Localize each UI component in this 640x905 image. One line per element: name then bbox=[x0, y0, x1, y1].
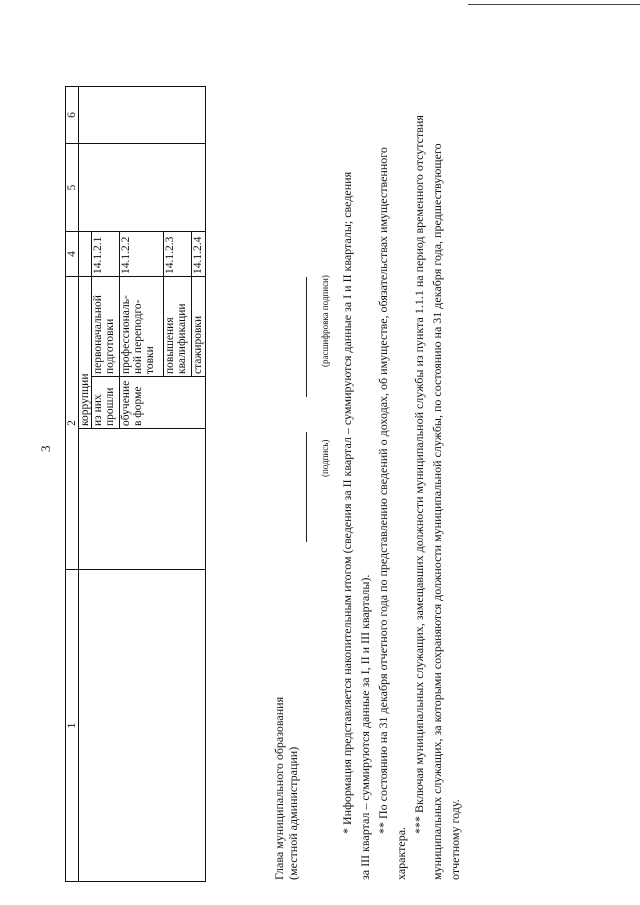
footnote-line: за III квартал – суммируются данные за I, II и III кварталы). bbox=[358, 574, 372, 880]
signature-caption: (подпись) bbox=[320, 439, 330, 477]
row-label: стажировки bbox=[192, 277, 206, 377]
rotated-page bbox=[20, 12, 620, 892]
row-label: профессиональ-ной переподго-товки bbox=[120, 277, 164, 377]
footnote-line: ** По состоянию на 31 декабря отчетного года по представлению сведений о доходах, об имуществе, обязательствах имущественного bbox=[376, 147, 390, 834]
header-cell: 5 bbox=[66, 144, 79, 232]
footnotes bbox=[338, 12, 464, 880]
table-row bbox=[79, 87, 92, 882]
table-cell bbox=[79, 570, 206, 882]
footnote-line: характера. bbox=[394, 826, 408, 880]
row-label: повышения квалификации bbox=[164, 277, 192, 377]
header-cell: 2 bbox=[66, 277, 79, 570]
row-label: первоначальной подготовки bbox=[92, 277, 120, 377]
table-cell bbox=[79, 144, 206, 232]
footnote-line: * Информация представляется накопительным итогом (сведения за II квартал – суммируются данные за I и II кварталы; сведения bbox=[340, 171, 354, 834]
table-header-row bbox=[66, 87, 79, 882]
row-code: 14.1.2.3 bbox=[164, 232, 192, 277]
header-cell: 4 bbox=[66, 232, 79, 277]
header-cell: 6 bbox=[66, 87, 79, 144]
row-code: 14.1.2.2 bbox=[120, 232, 164, 277]
signature-title-line: (местной администрации) bbox=[286, 746, 300, 880]
signature-decode-line bbox=[306, 277, 307, 397]
row-label: коррупции bbox=[79, 277, 92, 429]
top-edge-line bbox=[468, 4, 640, 5]
header-cell: 1 bbox=[66, 570, 79, 882]
signature-title-line: Глава муниципального образования bbox=[272, 696, 286, 880]
table-cell bbox=[79, 429, 206, 570]
page-number: 3 bbox=[38, 445, 53, 452]
row-code: 14.1.2.4 bbox=[192, 232, 206, 277]
table-cell bbox=[79, 232, 92, 277]
signature-title bbox=[272, 697, 300, 880]
decode-caption: (расшифровка подписи) bbox=[320, 275, 330, 367]
footnote-line: муниципальных служащих, за которыми сохраняются должности муниципальной службы, по состоянию на 31 декабря года, предшествующего bbox=[430, 143, 444, 880]
footnote-line: отчетному году. bbox=[448, 799, 462, 880]
signature-line bbox=[306, 432, 307, 542]
table-cell bbox=[79, 87, 206, 144]
row-label: из них прошли bbox=[92, 377, 120, 429]
row-label: обучение в форме bbox=[120, 377, 206, 429]
footnote-line: *** Включая муниципальных служащих, замещавших должности муниципальной службы из пункта 1.1.1 на период временного отсутствия bbox=[412, 115, 426, 834]
data-table bbox=[65, 86, 206, 882]
row-code: 14.1.2.1 bbox=[92, 232, 120, 277]
